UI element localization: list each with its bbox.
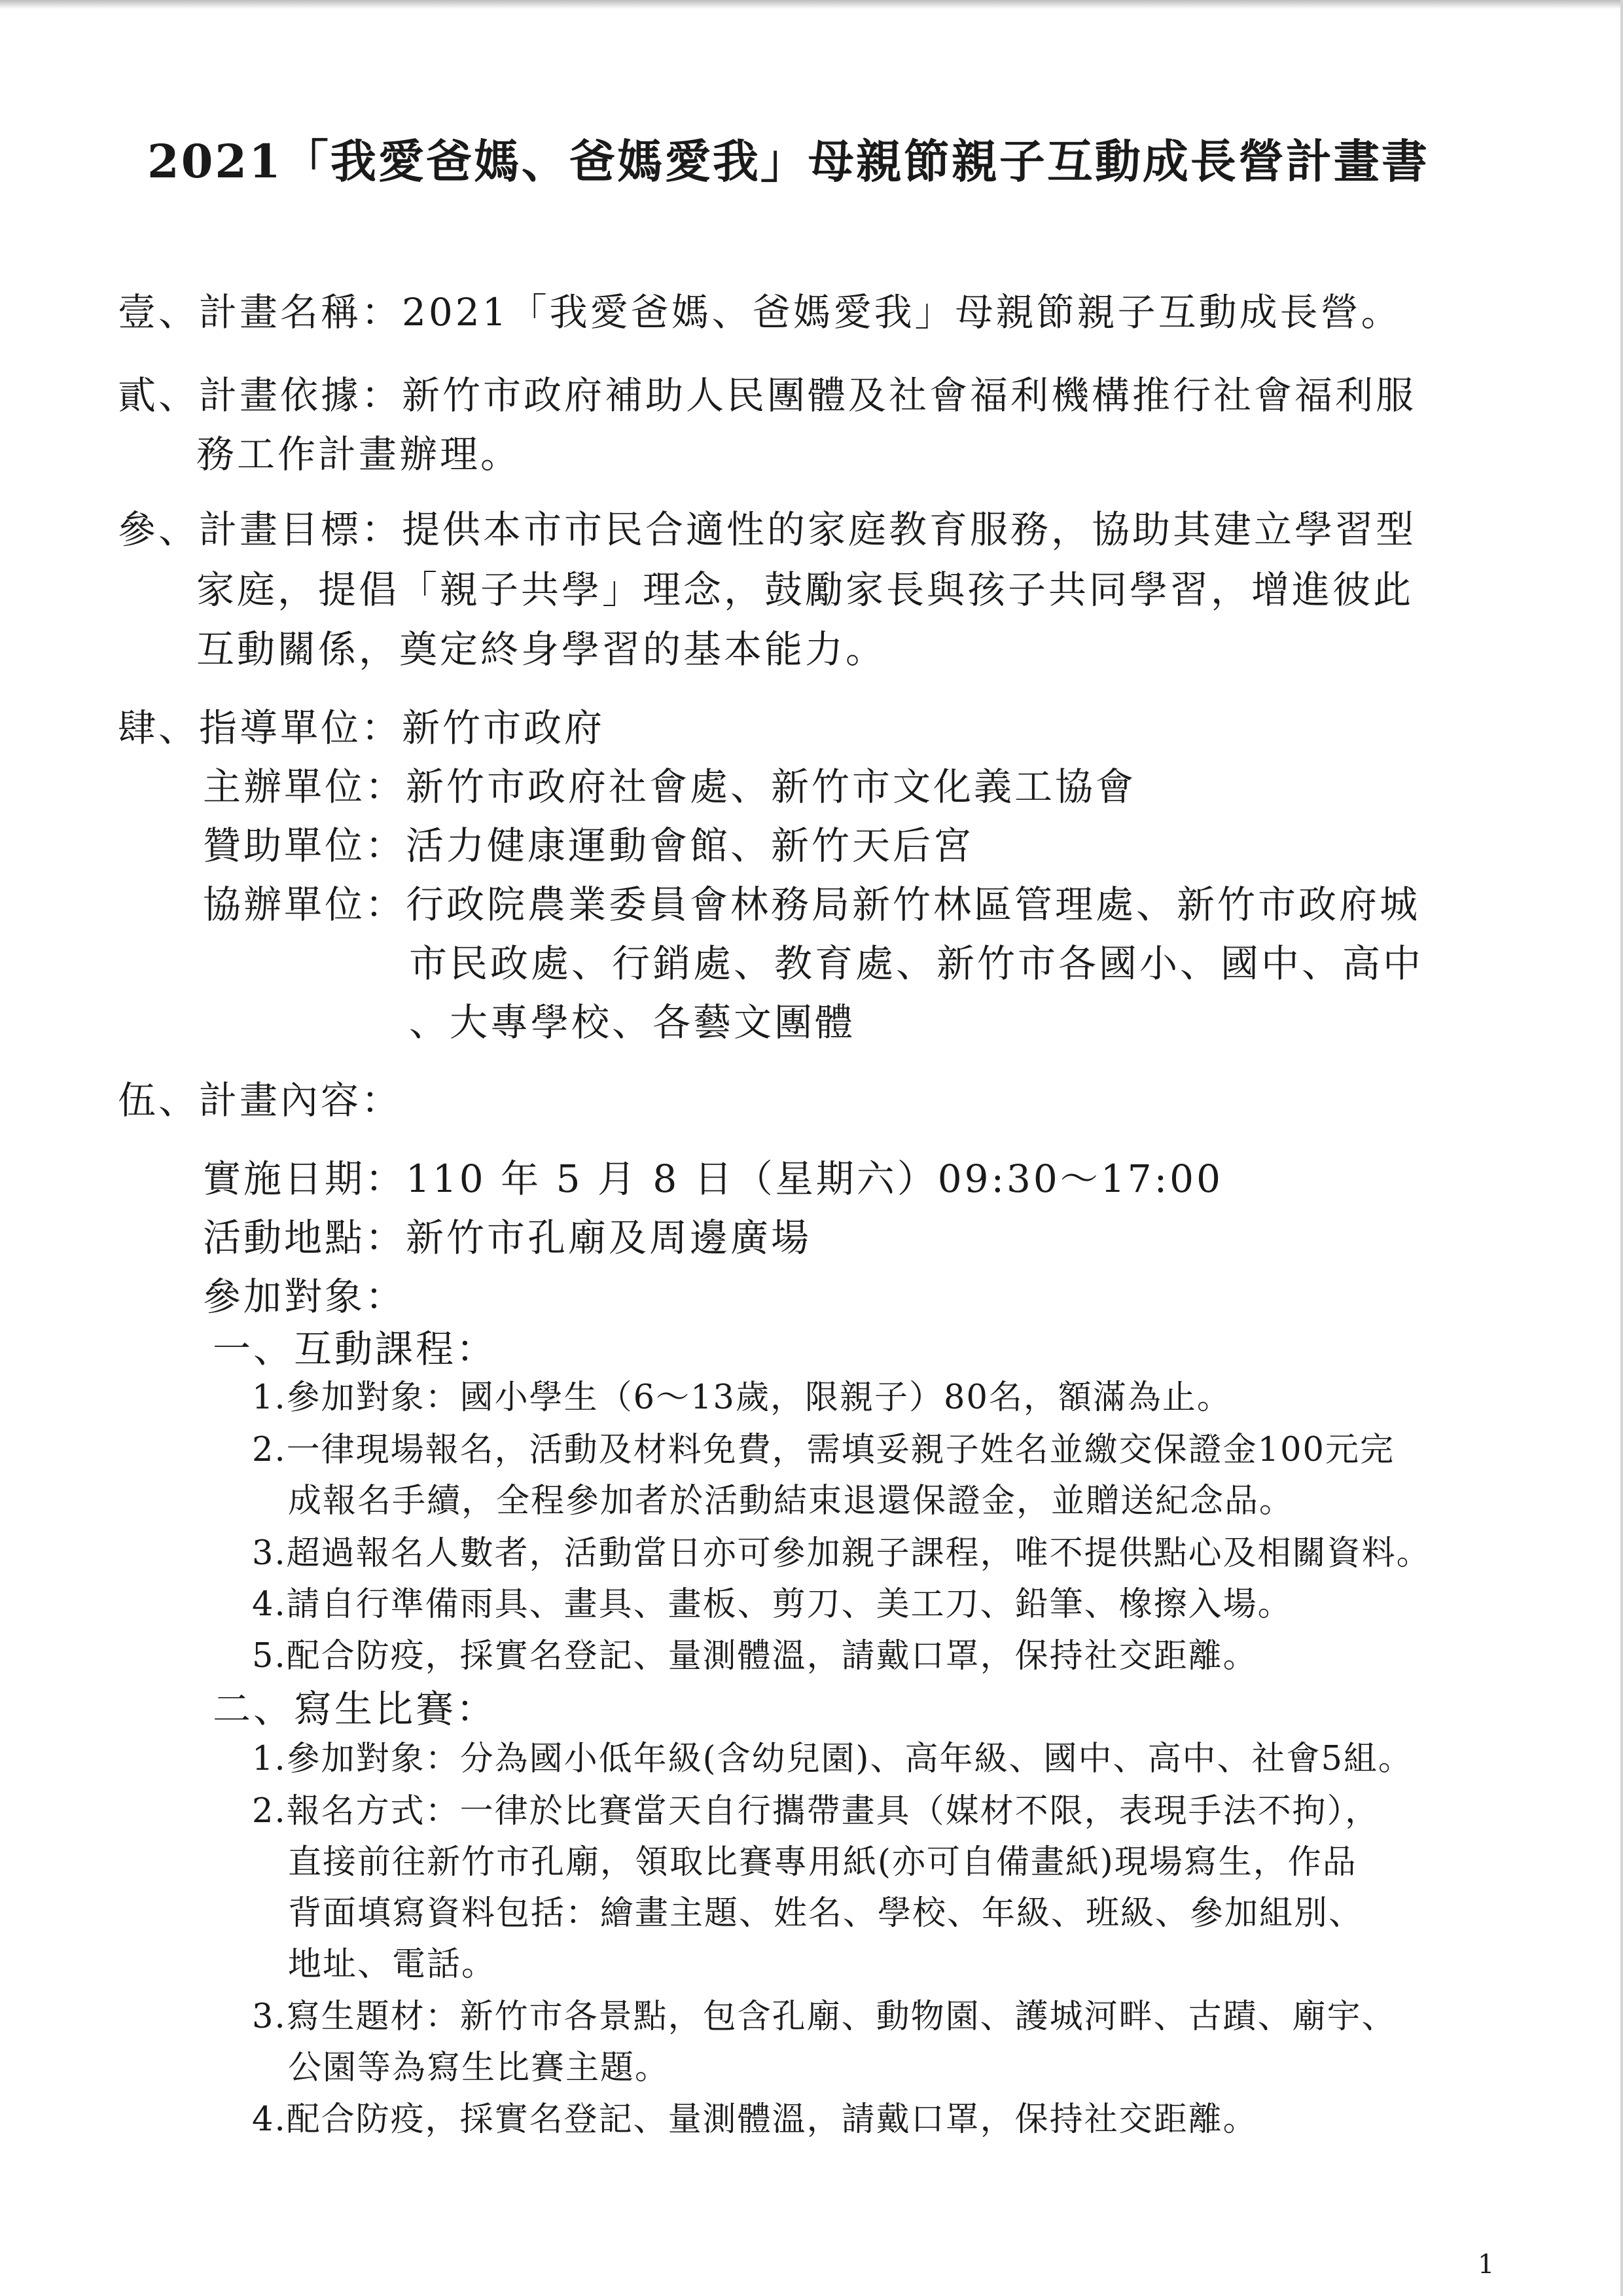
contest-item-4: 4.配合防疫，採實名登記、量測體溫，請戴口罩，保持社交距離。 bbox=[252, 2100, 1258, 2139]
event-date: 實施日期：110 年 5 月 8 日（星期六）09:30～17:00 bbox=[203, 1157, 1223, 1201]
contest-item-2-cont-3: 地址、電話。 bbox=[288, 1945, 497, 1984]
event-participants: 參加對象： bbox=[203, 1274, 406, 1319]
document-title: 2021「我愛爸媽、爸媽愛我」母親節親子互動成長營計畫書 bbox=[147, 134, 1429, 188]
course-item-3: 3.超過報名人數者，活動當日亦可參加親子課程，唯不提供點心及相關資料。 bbox=[252, 1534, 1431, 1573]
section-sponsor: 贊助單位：活力健康運動會館、新竹天后宮 bbox=[203, 823, 974, 868]
section-plan-content: 伍、計畫內容： bbox=[118, 1078, 402, 1122]
section-plan-name: 壹、計畫名稱：2021「我愛爸媽、爸媽愛我」母親節親子互動成長營。 bbox=[118, 290, 1402, 334]
contest-item-3-cont: 公園等為寫生比賽主題。 bbox=[288, 2049, 670, 2087]
section-guiding-unit: 肆、指導單位：新竹市政府 bbox=[118, 706, 605, 750]
event-location: 活動地點：新竹市孔廟及周邊廣場 bbox=[203, 1215, 812, 1260]
course-item-5: 5.配合防疫，採實名登記、量測體溫，請戴口罩，保持社交距離。 bbox=[252, 1637, 1258, 1676]
section-plan-goal-cont-1: 家庭，提倡「親子共學」理念，鼓勵家長與孩子共同學習，增進彼此 bbox=[196, 567, 1414, 612]
section-organizer: 主辦單位：新竹市政府社會處、新竹市文化義工協會 bbox=[203, 764, 1137, 809]
contest-item-1: 1.參加對象：分為國小低年級(含幼兒園)、高年級、國中、高中、社會5組。 bbox=[252, 1740, 1413, 1778]
contest-item-2-cont-1: 直接前往新竹市孔廟，領取比賽專用紙(亦可自備畫紙)現場寫生，作品 bbox=[288, 1843, 1357, 1882]
course-item-2: 2.一律現場報名，活動及材料免費，需填妥親子姓名並繳交保證金100元完 bbox=[252, 1431, 1395, 1469]
section-plan-goal-cont-2: 互動關係，奠定終身學習的基本能力。 bbox=[196, 627, 887, 672]
course-item-2-cont: 成報名手續，全程參加者於活動結束退還保證金，並贈送紀念品。 bbox=[288, 1482, 1294, 1520]
section-co-organizer-cont-1: 市民政處、行銷處、教育處、新竹市各國小、國中、高中 bbox=[409, 941, 1424, 986]
section-co-organizer-cont-2: 、大專學校、各藝文團體 bbox=[409, 1000, 856, 1045]
contest-item-2: 2.報名方式：一律於比賽當天自行攜帶畫具（媒材不限，表現手法不拘）， bbox=[252, 1792, 1380, 1831]
section-plan-basis-cont: 務工作計畫辦理。 bbox=[196, 432, 522, 476]
page-number: 1 bbox=[1478, 2250, 1495, 2280]
scan-edge-top bbox=[0, 0, 1623, 9]
section-plan-goal: 參、計畫目標：提供本市市民合適性的家庭教育服務，協助其建立學習型 bbox=[118, 507, 1417, 552]
section-plan-basis: 貳、計畫依據：新竹市政府補助人民團體及社會福利機構推行社會福利服 bbox=[118, 373, 1417, 418]
subsection-interactive-course: 一、互動課程： bbox=[213, 1327, 497, 1371]
contest-item-2-cont-2: 背面填寫資料包括：繪畫主題、姓名、學校、年級、班級、參加組別、 bbox=[288, 1894, 1364, 1933]
subsection-sketch-contest: 二、寫生比賽： bbox=[213, 1687, 497, 1731]
course-item-1: 1.參加對象：國小學生（6～13歲，限親子）80名，額滿為止。 bbox=[252, 1378, 1232, 1417]
course-item-4: 4.請自行準備雨具、畫具、畫板、剪刀、美工刀、鉛筆、橡擦入場。 bbox=[252, 1585, 1293, 1624]
scan-edge-right bbox=[1620, 0, 1623, 2296]
contest-item-3: 3.寫生題材：新竹市各景點，包含孔廟、動物園、護城河畔、古蹟、廟宇、 bbox=[252, 1998, 1397, 2036]
section-co-organizer: 協辦單位：行政院農業委員會林務局新竹林區管理處、新竹市政府城 bbox=[203, 882, 1421, 927]
